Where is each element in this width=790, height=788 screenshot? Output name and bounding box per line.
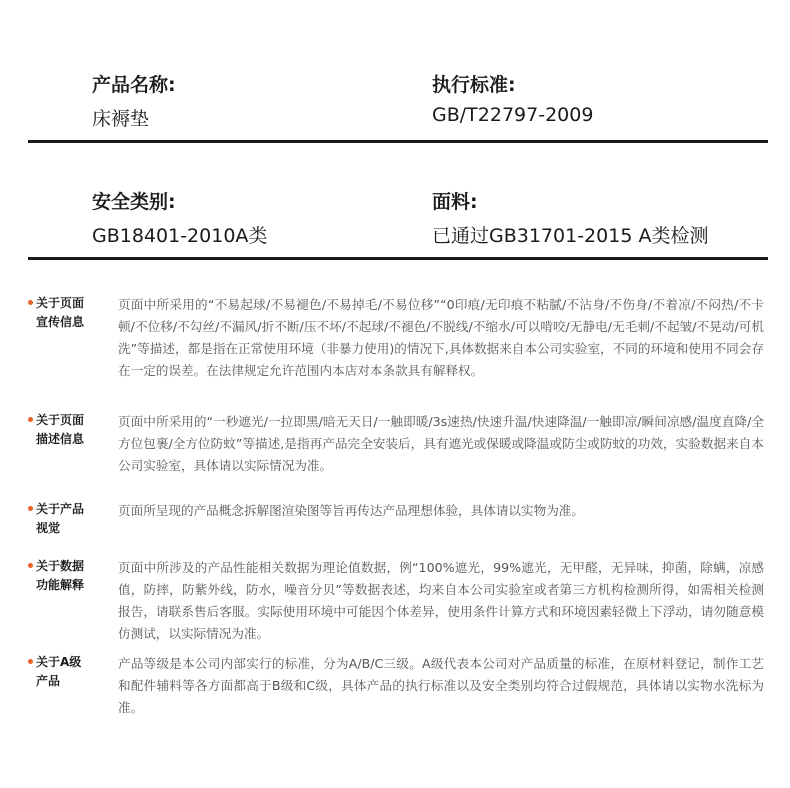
standard-label: 执行标准:	[432, 74, 516, 96]
note-page-description	[22, 411, 767, 481]
divider-bottom	[28, 257, 768, 260]
note-text: 产品等级是本公司内部实行的标准，分为A/B/C三级。A级代表本公司对产品质量的标准，在原材料登记，制作工艺和配件辅料等各方面都高于B级和C级，具体产品的执行标准以及安全类别均符合过假规范，具体请以实物水洗标为准。	[118, 656, 764, 715]
note-text: 页面所呈现的产品概念拆解图渲染图等旨再传达产品理想体验，具体请以实物为准。	[118, 503, 584, 518]
bullet-dot-icon	[28, 417, 33, 422]
bullet-dot-icon	[28, 506, 33, 511]
note-page-promo	[22, 294, 767, 394]
safety-class-label: 安全类别:	[92, 191, 176, 213]
note-title: 关于页面 宣传信息	[36, 296, 85, 329]
product-name-value: 床褥垫	[92, 108, 150, 130]
bullet-dot-icon	[28, 300, 33, 305]
note-text: 页面中所采用的“不易起球/不易褪色/不易掉毛/不易位移”“0印痕/无印痕不粘腻/不沾身/不伤身/不着凉/不闷热/不卡顿/不位移/不勾丝/不漏风/折不断/压不坏/不起球/不褪色/不脱线/不缩水/可以啃咬/无静电/无毛刺/不起皱/不晃动/可机洗”等描述，都是指在正常使用环境（非暴力使用)的情况下,具体数据来自本公司实验室，不同的环境和使用不同会存在一定的误差。在法律规定允许范围内本店对本条款具有解释权。	[118, 297, 764, 378]
note-grade-a	[22, 653, 767, 723]
note-title: 关于A级 产品	[36, 655, 82, 688]
fabric-value: 已通过GB31701-2015 A类检测	[432, 225, 709, 247]
note-product-visual	[22, 500, 767, 540]
bullet-dot-icon	[28, 659, 33, 664]
product-name-label: 产品名称:	[92, 74, 176, 96]
note-title: 关于页面 描述信息	[36, 413, 85, 446]
bullet-dot-icon	[28, 563, 33, 568]
safety-class-value: GB18401-2010A类	[92, 225, 268, 247]
standard-value: GB/T22797-2009	[432, 104, 594, 126]
note-text: 页面中所采用的“一秒遮光/一拉即黑/暗无天日/一触即暖/3s速热/快速升温/快速降温/一触即凉/瞬间凉感/温度直降/全方位包裹/全方位防蚊”等描述,是指再产品完全安装后，具有遮光或保暖或降温或防尘或防蚊的功效，实验数据来自本公司实验室，具体请以实际情况为准。	[118, 414, 764, 473]
note-data-explanation	[22, 557, 767, 647]
note-title: 关于产品 视觉	[36, 502, 85, 535]
fabric-label: 面料:	[432, 191, 478, 213]
note-text: 页面中所涉及的产品性能相关数据为理论值数据，例“100%遮光，99%遮光，无甲醛，无异味，抑菌，除螨，凉感值，防摔，防紫外线，防水，噪音分贝”等数据表述，均来自本公司实验室或者第三方机构检测所得，如需相关检测报告，请联系售后客服。实际使用环境中可能因个体差异，使用条件计算方式和环境因素轻微上下浮动，请勿随意模仿测试，以实际情况为准。	[118, 560, 764, 641]
note-title: 关于数据 功能解释	[36, 559, 85, 592]
divider-top	[28, 140, 768, 143]
